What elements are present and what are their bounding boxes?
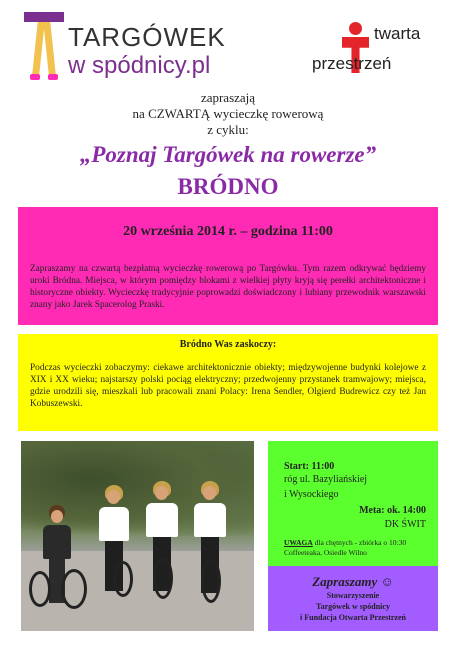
finish-place: DK ŚWIT: [384, 519, 426, 530]
logo-left-line2: w spódnicy.pl: [68, 52, 211, 79]
intro-line-1: zapraszają: [200, 90, 256, 105]
start-time: Start: 11:00: [284, 461, 335, 472]
event-subtitle: BRÓDNO: [177, 174, 279, 199]
bike-wheel: [153, 557, 173, 599]
highlights-box: [18, 334, 438, 431]
intro-line-2: na CZWARTĄ wycieczkę rowerową: [132, 106, 324, 121]
highlights-text: Podczas wycieczki zobaczymy: ciekawe architektonicznie obiekty; międzywojenne budynki kolejowe z XIX i XX wieku; najstarszy polski pociąg elektryczny; przedwojenny przystanek tramwajowy; miejsca, gdzie urodzili się, mieszkali lub pracowali znani Polacy: Irena Sendler, Olgierd Budrewicz czy też Jan Kobuszewski.: [30, 363, 426, 409]
cyclists-photo: [21, 441, 254, 631]
bike-wheel: [61, 569, 87, 609]
logo-right-line2: przestrzeń: [312, 54, 392, 73]
invite-heading: Zapraszamy ☺: [312, 574, 394, 589]
bike-wheel: [29, 571, 51, 607]
date-and-description-box: [18, 207, 438, 325]
otwarta-przestrzen-logo: [300, 18, 440, 88]
organizer-line-2: Targówek w spódnicy: [316, 602, 390, 611]
event-date: 20 września 2014 r. – godzina 11:00: [123, 224, 333, 239]
targowek-w-spodnicy-logo: [22, 12, 226, 82]
note-label: UWAGA: [284, 538, 313, 547]
organizer-line-3: i Fundacja Otwarta Przestrzeń: [300, 613, 406, 622]
route-info-box: [268, 441, 438, 566]
intro-line-3: z cyklu:: [207, 122, 249, 137]
note-body: dla chętnych - zbiórka o 10:30 Coffeeteaka, Osiedle Wilno: [284, 538, 407, 557]
bike-wheel: [113, 561, 133, 597]
organizers-box: [268, 566, 438, 631]
note-text: [284, 538, 434, 558]
start-address-2: i Wysockiego: [284, 489, 339, 500]
skirt-figure-icon: [24, 12, 64, 80]
logo-right-line1: twarta: [374, 24, 421, 43]
event-description: Zapraszamy na czwartą bezpłatną wycieczkę rowerową po Targówku. Tym razem odkrywać będziemy uroki Bródna. Miejsca, w którym pomiędzy blokami z wielkiej płyty kryją się perełki architektoniczne i historyczne obiekty. Wycieczkę tradycyjnie poprowadzi doświadczony i lubiany przewodnik warszawski znany jako Jarek Spacerolog Praski.: [30, 264, 426, 310]
event-title: „Poznaj Targówek na rowerze”: [79, 142, 377, 167]
start-address-1: róg ul. Bazyliańskiej: [284, 474, 368, 485]
organizer-line-1: Stowarzyszenie: [326, 591, 380, 600]
logo-left-line1: TARGÓWEK: [68, 22, 226, 52]
bike-wheel: [201, 559, 221, 603]
highlights-heading: Bródno Was zaskoczy:: [179, 339, 277, 350]
finish-time: Meta: ok. 14:00: [359, 505, 426, 516]
